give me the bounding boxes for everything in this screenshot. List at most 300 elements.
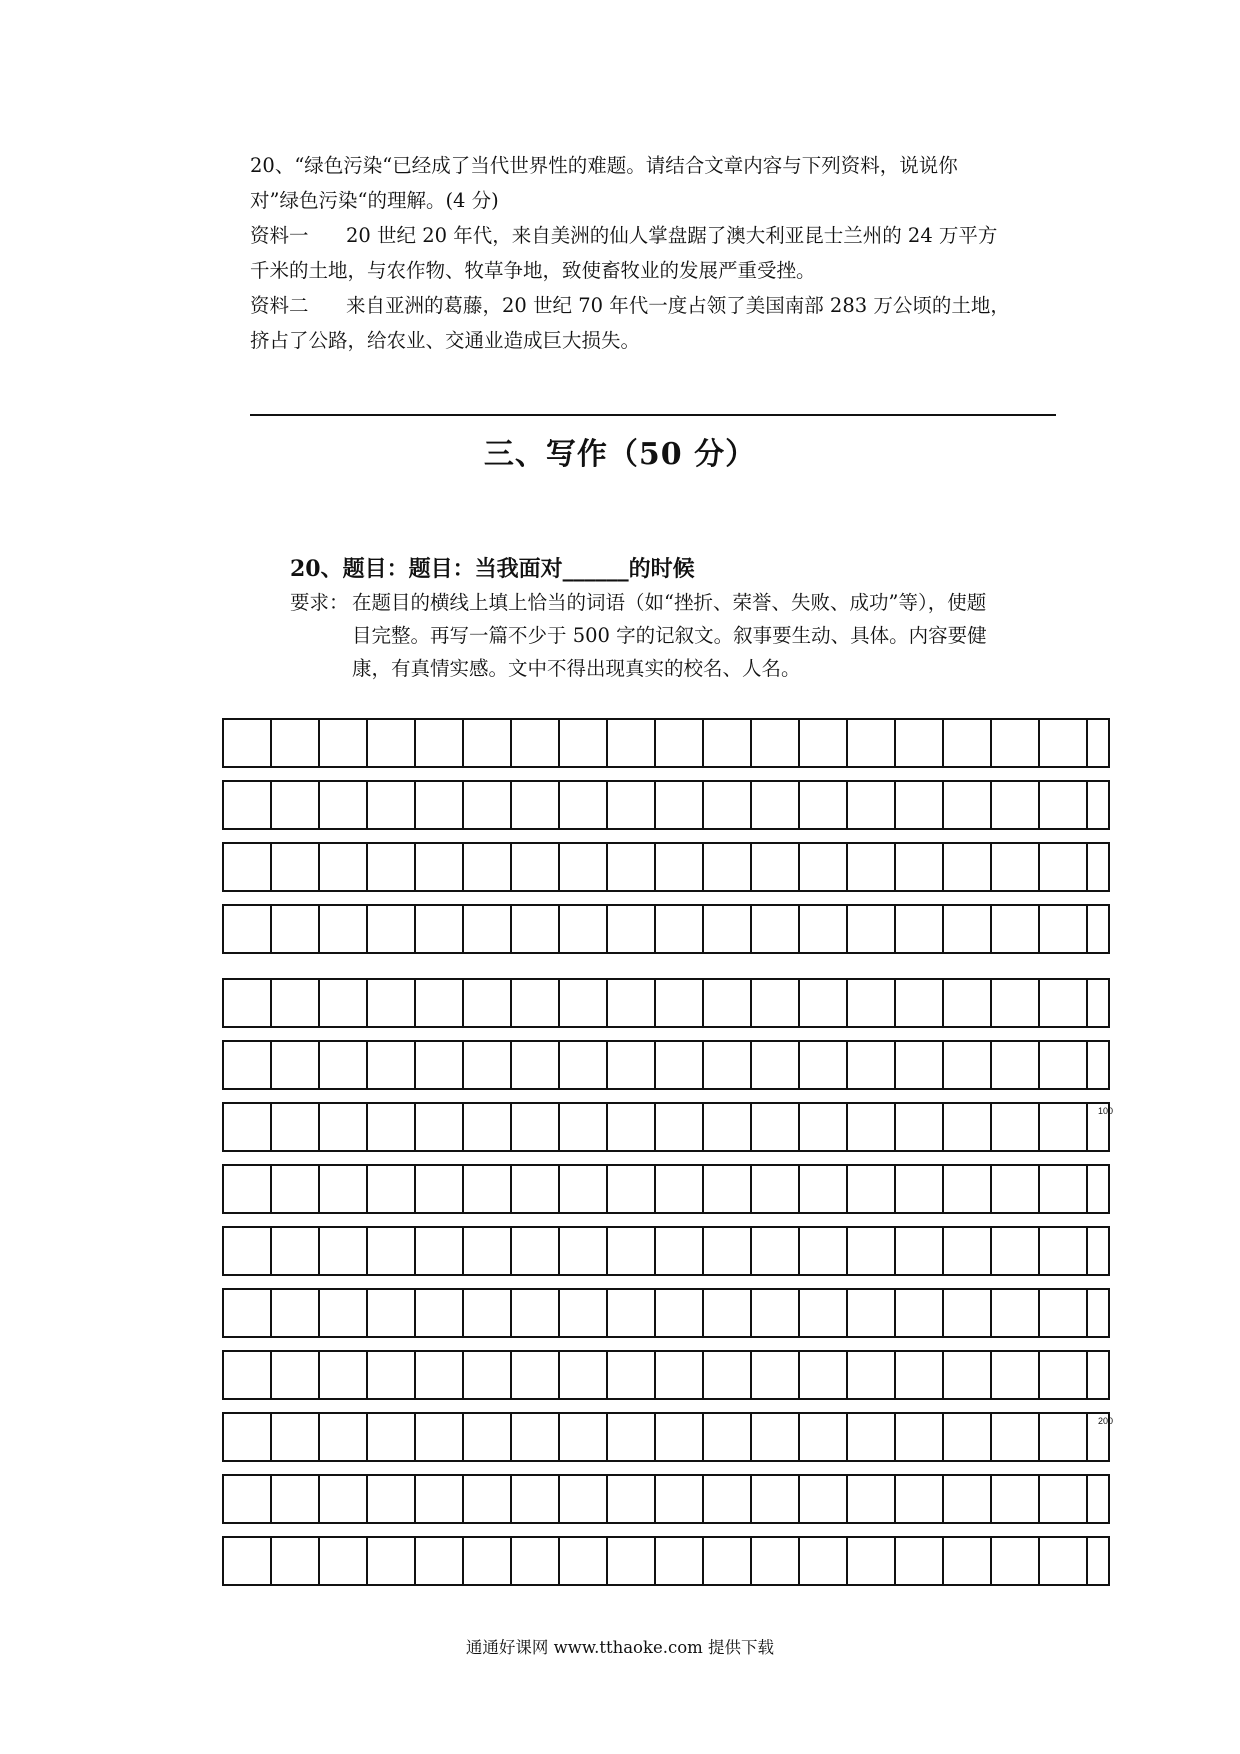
grid-cell[interactable] (944, 1166, 992, 1212)
grid-cell[interactable] (704, 1228, 752, 1274)
grid-cell[interactable] (608, 1290, 656, 1336)
grid-cell[interactable] (1088, 782, 1128, 828)
grid-cell[interactable] (896, 1352, 944, 1398)
grid-cell[interactable] (464, 720, 512, 766)
grid-cell[interactable] (1040, 1228, 1088, 1274)
grid-cell[interactable] (224, 1228, 272, 1274)
grid-cell[interactable] (560, 1042, 608, 1088)
grid-cell[interactable] (992, 1042, 1040, 1088)
grid-cell[interactable] (464, 1104, 512, 1150)
grid-cell[interactable] (800, 1166, 848, 1212)
grid-row (222, 1226, 1110, 1276)
grid-cell[interactable] (800, 1476, 848, 1522)
grid-cell[interactable] (320, 1538, 368, 1584)
grid-row (222, 1412, 1114, 1462)
grid-cell[interactable] (560, 1290, 608, 1336)
question-20 (250, 148, 1056, 358)
grid-cell[interactable] (1040, 844, 1088, 890)
grid-cell[interactable] (1088, 1290, 1128, 1336)
requirements-line1: 在题目的横线上填上恰当的词语（如“挫折、荣誉、失败、成功”等），使题 (352, 591, 987, 614)
grid-cell[interactable] (224, 1042, 272, 1088)
grid-cell[interactable] (224, 1414, 272, 1460)
grid-cell[interactable] (464, 906, 512, 952)
grid-cell[interactable] (704, 1166, 752, 1212)
grid-cell[interactable] (848, 1476, 896, 1522)
grid-cell[interactable] (1040, 1290, 1088, 1336)
grid-cell[interactable] (416, 1538, 464, 1584)
grid-cell[interactable] (224, 1166, 272, 1212)
grid-cell[interactable] (560, 1538, 608, 1584)
grid-cell[interactable] (512, 1042, 560, 1088)
grid-cell[interactable] (848, 1538, 896, 1584)
grid-cell[interactable] (560, 1166, 608, 1212)
grid-cell[interactable] (1040, 906, 1088, 952)
grid-cell[interactable] (560, 1104, 608, 1150)
grid-cell[interactable] (704, 980, 752, 1026)
grid-cell[interactable] (704, 720, 752, 766)
grid-cell[interactable] (224, 1352, 272, 1398)
grid-cell[interactable] (512, 1414, 560, 1460)
grid-row (222, 1288, 1110, 1338)
grid-cell[interactable] (608, 1538, 656, 1584)
grid-cell[interactable] (608, 980, 656, 1026)
grid-cell[interactable] (752, 1290, 800, 1336)
grid-cell[interactable] (752, 720, 800, 766)
grid-cell[interactable] (896, 1042, 944, 1088)
grid-cell[interactable] (800, 1042, 848, 1088)
grid-cell[interactable] (464, 782, 512, 828)
essay-title: 20、题目：题目：当我面对______的时候 (290, 556, 695, 582)
grid-cell[interactable] (656, 782, 704, 828)
grid-cell[interactable] (320, 1290, 368, 1336)
grid-cell[interactable] (368, 906, 416, 952)
material-2-text-line1: 来自亚洲的葛藤，20 世纪 70 年代一度占领了美国南部 283 万公顷的土地， (346, 294, 1010, 317)
grid-cell[interactable] (272, 844, 320, 890)
grid-cell[interactable] (656, 1414, 704, 1460)
grid-cell[interactable] (320, 1352, 368, 1398)
grid-cell[interactable] (1088, 1228, 1128, 1274)
grid-cell[interactable] (944, 1290, 992, 1336)
grid-cell[interactable] (896, 1414, 944, 1460)
grid-cell[interactable] (992, 906, 1040, 952)
grid-cell[interactable] (656, 1352, 704, 1398)
grid-cell[interactable] (896, 906, 944, 952)
section-divider (250, 414, 1056, 416)
grid-cell[interactable] (368, 720, 416, 766)
grid-cell[interactable] (464, 980, 512, 1026)
grid-cell[interactable] (464, 844, 512, 890)
grid-cell[interactable] (752, 1538, 800, 1584)
grid-cell[interactable] (992, 1166, 1040, 1212)
grid-cell[interactable] (944, 782, 992, 828)
grid-cell[interactable] (416, 782, 464, 828)
grid-cell[interactable] (992, 1414, 1040, 1460)
grid-cell[interactable] (848, 906, 896, 952)
grid-cell[interactable] (1088, 1538, 1128, 1584)
grid-cell[interactable] (656, 980, 704, 1026)
grid-cell[interactable] (656, 720, 704, 766)
grid-cell[interactable] (608, 1228, 656, 1274)
grid-cell[interactable] (368, 782, 416, 828)
grid-cell[interactable] (752, 1476, 800, 1522)
material-1-label: 资料一 (250, 224, 309, 247)
grid-cell[interactable] (752, 980, 800, 1026)
grid-row (222, 1350, 1110, 1400)
grid-cell[interactable] (416, 1104, 464, 1150)
grid-cell[interactable] (608, 782, 656, 828)
grid-cell[interactable] (1040, 1104, 1088, 1150)
grid-cell[interactable] (1088, 1104, 1128, 1150)
grid-cell[interactable] (560, 1352, 608, 1398)
grid-cell[interactable] (1088, 844, 1128, 890)
grid-cell[interactable] (224, 1104, 272, 1150)
grid-cell[interactable] (1088, 906, 1128, 952)
grid-cell[interactable] (320, 1104, 368, 1150)
grid-cell[interactable] (320, 1228, 368, 1274)
grid-cell[interactable] (368, 1104, 416, 1150)
grid-cell[interactable] (368, 1228, 416, 1274)
grid-cell[interactable] (992, 720, 1040, 766)
grid-cell[interactable] (656, 1042, 704, 1088)
grid-cell[interactable] (368, 1538, 416, 1584)
grid-cell[interactable] (1040, 1166, 1088, 1212)
grid-cell[interactable] (272, 782, 320, 828)
grid-cell[interactable] (464, 1414, 512, 1460)
grid-cell[interactable] (848, 1166, 896, 1212)
grid-cell[interactable] (512, 1290, 560, 1336)
grid-cell[interactable] (1040, 1414, 1088, 1460)
grid-cell[interactable] (992, 1290, 1040, 1336)
grid-cell[interactable] (368, 1352, 416, 1398)
grid-cell[interactable] (656, 1538, 704, 1584)
grid-cell[interactable] (368, 844, 416, 890)
grid-cell[interactable] (896, 720, 944, 766)
grid-cell[interactable] (992, 1228, 1040, 1274)
grid-cell[interactable] (800, 1414, 848, 1460)
grid-cell[interactable] (896, 1228, 944, 1274)
footer-text: 通通好课网 www.tthaoke.com 提供下载 (465, 1638, 775, 1657)
word-count-mark: 100 (1098, 1106, 1114, 1116)
grid-cell[interactable] (320, 782, 368, 828)
grid-cell[interactable] (368, 1476, 416, 1522)
grid-cell[interactable] (704, 1476, 752, 1522)
grid-cell[interactable] (800, 844, 848, 890)
grid-cell[interactable] (800, 782, 848, 828)
grid-row (222, 978, 1110, 1028)
grid-cell[interactable] (848, 1104, 896, 1150)
grid-cell[interactable] (416, 1166, 464, 1212)
grid-cell[interactable] (944, 980, 992, 1026)
grid-cell[interactable] (416, 1352, 464, 1398)
grid-cell[interactable] (1040, 1476, 1088, 1522)
grid-cell[interactable] (656, 1166, 704, 1212)
grid-cell[interactable] (272, 1538, 320, 1584)
grid-cell[interactable] (416, 1476, 464, 1522)
grid-row (222, 1474, 1110, 1524)
grid-cell[interactable] (608, 1166, 656, 1212)
grid-row (222, 904, 1110, 954)
grid-cell[interactable] (992, 980, 1040, 1026)
word-count-mark: 200 (1098, 1416, 1114, 1426)
grid-cell[interactable] (1040, 720, 1088, 766)
grid-cell[interactable] (320, 1166, 368, 1212)
grid-cell[interactable] (320, 1476, 368, 1522)
grid-cell[interactable] (512, 906, 560, 952)
grid-cell[interactable] (320, 1042, 368, 1088)
grid-cell[interactable] (464, 1352, 512, 1398)
grid-cell[interactable] (272, 1352, 320, 1398)
grid-cell[interactable] (416, 906, 464, 952)
grid-cell[interactable] (992, 1352, 1040, 1398)
grid-cell[interactable] (464, 1476, 512, 1522)
grid-cell[interactable] (416, 720, 464, 766)
grid-cell[interactable] (848, 1228, 896, 1274)
grid-cell[interactable] (464, 1042, 512, 1088)
grid-cell[interactable] (272, 980, 320, 1026)
grid-cell[interactable] (944, 1228, 992, 1274)
grid-cell[interactable] (560, 906, 608, 952)
grid-cell[interactable] (272, 1414, 320, 1460)
grid-cell[interactable] (560, 1414, 608, 1460)
grid-cell[interactable] (704, 1538, 752, 1584)
grid-cell[interactable] (656, 1290, 704, 1336)
grid-cell[interactable] (224, 1538, 272, 1584)
grid-cell[interactable] (656, 844, 704, 890)
grid-cell[interactable] (608, 1414, 656, 1460)
grid-cell[interactable] (752, 906, 800, 952)
grid-cell[interactable] (320, 844, 368, 890)
grid-cell[interactable] (896, 1166, 944, 1212)
grid-cell[interactable] (560, 1476, 608, 1522)
grid-cell[interactable] (272, 1228, 320, 1274)
grid-cell[interactable] (656, 906, 704, 952)
grid-row (222, 842, 1110, 892)
grid-cell[interactable] (800, 1538, 848, 1584)
material-1 (250, 218, 1056, 253)
grid-cell[interactable] (896, 1290, 944, 1336)
grid-cell[interactable] (752, 1104, 800, 1150)
material-1-text-line2: 千米的土地，与农作物、牧草争地，致使畜牧业的发展严重受挫。 (250, 259, 816, 282)
grid-cell[interactable] (368, 1414, 416, 1460)
grid-row (222, 1040, 1110, 1090)
grid-cell[interactable] (944, 1414, 992, 1460)
grid-cell[interactable] (224, 906, 272, 952)
grid-cell[interactable] (848, 844, 896, 890)
grid-cell[interactable] (944, 906, 992, 952)
grid-cell[interactable] (704, 906, 752, 952)
grid-cell[interactable] (896, 1104, 944, 1150)
grid-cell[interactable] (752, 844, 800, 890)
grid-cell[interactable] (704, 1104, 752, 1150)
grid-cell[interactable] (944, 1538, 992, 1584)
grid-cell[interactable] (1040, 1538, 1088, 1584)
grid-cell[interactable] (368, 1166, 416, 1212)
grid-cell[interactable] (800, 720, 848, 766)
grid-cell[interactable] (800, 1104, 848, 1150)
grid-cell[interactable] (1040, 1042, 1088, 1088)
grid-cell[interactable] (560, 980, 608, 1026)
grid-cell[interactable] (512, 1166, 560, 1212)
grid-cell[interactable] (1088, 1352, 1128, 1398)
grid-cell[interactable] (512, 844, 560, 890)
grid-cell[interactable] (704, 1414, 752, 1460)
grid-cell[interactable] (224, 844, 272, 890)
grid-cell[interactable] (512, 1352, 560, 1398)
grid-cell[interactable] (752, 1166, 800, 1212)
grid-cell[interactable] (896, 1476, 944, 1522)
grid-cell[interactable] (944, 844, 992, 890)
grid-cell[interactable] (320, 906, 368, 952)
grid-cell[interactable] (704, 782, 752, 828)
grid-cell[interactable] (272, 1042, 320, 1088)
grid-cell[interactable] (656, 1476, 704, 1522)
grid-cell[interactable] (992, 1476, 1040, 1522)
grid-cell[interactable] (608, 1042, 656, 1088)
grid-cell[interactable] (272, 906, 320, 952)
grid-cell[interactable] (224, 980, 272, 1026)
material-1-text-line1: 20 世纪 20 年代，来自美洲的仙人掌盘踞了澳大利亚昆士兰州的 24 万平方 (346, 224, 998, 247)
grid-cell[interactable] (656, 1104, 704, 1150)
grid-cell[interactable] (1040, 782, 1088, 828)
grid-cell[interactable] (848, 1290, 896, 1336)
grid-cell[interactable] (848, 1414, 896, 1460)
grid-cell[interactable] (464, 1538, 512, 1584)
grid-cell[interactable] (800, 980, 848, 1026)
grid-cell[interactable] (608, 720, 656, 766)
grid-cell[interactable] (512, 1538, 560, 1584)
grid-cell[interactable] (1088, 1476, 1128, 1522)
grid-cell[interactable] (272, 1290, 320, 1336)
grid-row (222, 1164, 1110, 1214)
grid-cell[interactable] (224, 1476, 272, 1522)
grid-cell[interactable] (704, 844, 752, 890)
grid-cell[interactable] (992, 1104, 1040, 1150)
grid-cell[interactable] (944, 1476, 992, 1522)
grid-cell[interactable] (464, 1290, 512, 1336)
grid-cell[interactable] (464, 1228, 512, 1274)
grid-cell[interactable] (752, 1228, 800, 1274)
grid-cell[interactable] (896, 844, 944, 890)
grid-cell[interactable] (416, 1042, 464, 1088)
material-2-text-line2: 挤占了公路，给农业、交通业造成巨大损失。 (250, 329, 641, 352)
grid-cell[interactable] (944, 1042, 992, 1088)
grid-cell[interactable] (560, 720, 608, 766)
grid-cell[interactable] (272, 720, 320, 766)
section-title: 三、写作（50 分） (483, 437, 757, 472)
grid-cell[interactable] (704, 1352, 752, 1398)
grid-cell[interactable] (944, 1104, 992, 1150)
grid-cell[interactable] (368, 1290, 416, 1336)
grid-cell[interactable] (800, 1352, 848, 1398)
requirements-label: 要求： (290, 591, 349, 614)
grid-cell[interactable] (320, 720, 368, 766)
grid-cell[interactable] (896, 782, 944, 828)
grid-cell[interactable] (224, 1290, 272, 1336)
grid-row (222, 1102, 1114, 1152)
grid-cell[interactable] (272, 1476, 320, 1522)
grid-cell[interactable] (416, 1414, 464, 1460)
grid-cell[interactable] (896, 1538, 944, 1584)
grid-cell[interactable] (944, 1352, 992, 1398)
grid-cell[interactable] (512, 1104, 560, 1150)
essay-requirements (290, 586, 1056, 685)
grid-cell[interactable] (416, 1290, 464, 1336)
grid-cell[interactable] (848, 720, 896, 766)
grid-cell[interactable] (656, 1228, 704, 1274)
grid-cell[interactable] (224, 782, 272, 828)
grid-cell[interactable] (848, 980, 896, 1026)
grid-cell[interactable] (704, 1290, 752, 1336)
grid-cell[interactable] (416, 844, 464, 890)
grid-cell[interactable] (1088, 980, 1128, 1026)
grid-cell[interactable] (608, 1476, 656, 1522)
grid-cell[interactable] (752, 782, 800, 828)
grid-cell[interactable] (560, 782, 608, 828)
grid-cell[interactable] (608, 906, 656, 952)
grid-cell[interactable] (320, 1414, 368, 1460)
grid-cell[interactable] (848, 782, 896, 828)
grid-cell[interactable] (1088, 720, 1128, 766)
grid-cell[interactable] (512, 980, 560, 1026)
grid-cell[interactable] (224, 720, 272, 766)
grid-row (222, 1536, 1110, 1586)
grid-cell[interactable] (752, 1042, 800, 1088)
grid-cell[interactable] (800, 1228, 848, 1274)
grid-cell[interactable] (512, 1476, 560, 1522)
grid-cell[interactable] (608, 1352, 656, 1398)
grid-cell[interactable] (992, 782, 1040, 828)
requirements-line3: 康，有真情实感。文中不得出现真实的校名、人名。 (352, 657, 801, 680)
grid-cell[interactable] (272, 1166, 320, 1212)
material-2-label: 资料二 (250, 294, 309, 317)
grid-cell[interactable] (800, 1290, 848, 1336)
grid-cell[interactable] (1088, 1042, 1128, 1088)
grid-cell[interactable] (368, 980, 416, 1026)
grid-cell[interactable] (560, 844, 608, 890)
grid-cell[interactable] (512, 1228, 560, 1274)
material-2 (250, 288, 1056, 323)
grid-cell[interactable] (944, 720, 992, 766)
grid-cell[interactable] (416, 980, 464, 1026)
grid-cell[interactable] (608, 1104, 656, 1150)
grid-cell[interactable] (368, 1042, 416, 1088)
grid-cell[interactable] (512, 720, 560, 766)
grid-cell[interactable] (1088, 1414, 1128, 1460)
grid-cell[interactable] (1088, 1166, 1128, 1212)
grid-cell[interactable] (848, 1352, 896, 1398)
grid-cell[interactable] (800, 906, 848, 952)
grid-row (222, 780, 1110, 830)
grid-cell[interactable] (560, 1228, 608, 1274)
grid-cell[interactable] (416, 1228, 464, 1274)
grid-cell[interactable] (608, 844, 656, 890)
grid-cell[interactable] (512, 782, 560, 828)
grid-cell[interactable] (752, 1414, 800, 1460)
grid-cell[interactable] (992, 844, 1040, 890)
grid-cell[interactable] (848, 1042, 896, 1088)
grid-cell[interactable] (1040, 1352, 1088, 1398)
grid-cell[interactable] (320, 980, 368, 1026)
grid-cell[interactable] (704, 1042, 752, 1088)
grid-cell[interactable] (992, 1538, 1040, 1584)
grid-cell[interactable] (896, 980, 944, 1026)
grid-cell[interactable] (464, 1166, 512, 1212)
requirements-line2: 目完整。再写一篇不少于 500 字的记叙文。叙事要生动、具体。内容要健 (352, 624, 987, 647)
writing-grid[interactable] (222, 718, 1114, 1598)
grid-cell[interactable] (1040, 980, 1088, 1026)
grid-cell[interactable] (752, 1352, 800, 1398)
grid-cell[interactable] (272, 1104, 320, 1150)
